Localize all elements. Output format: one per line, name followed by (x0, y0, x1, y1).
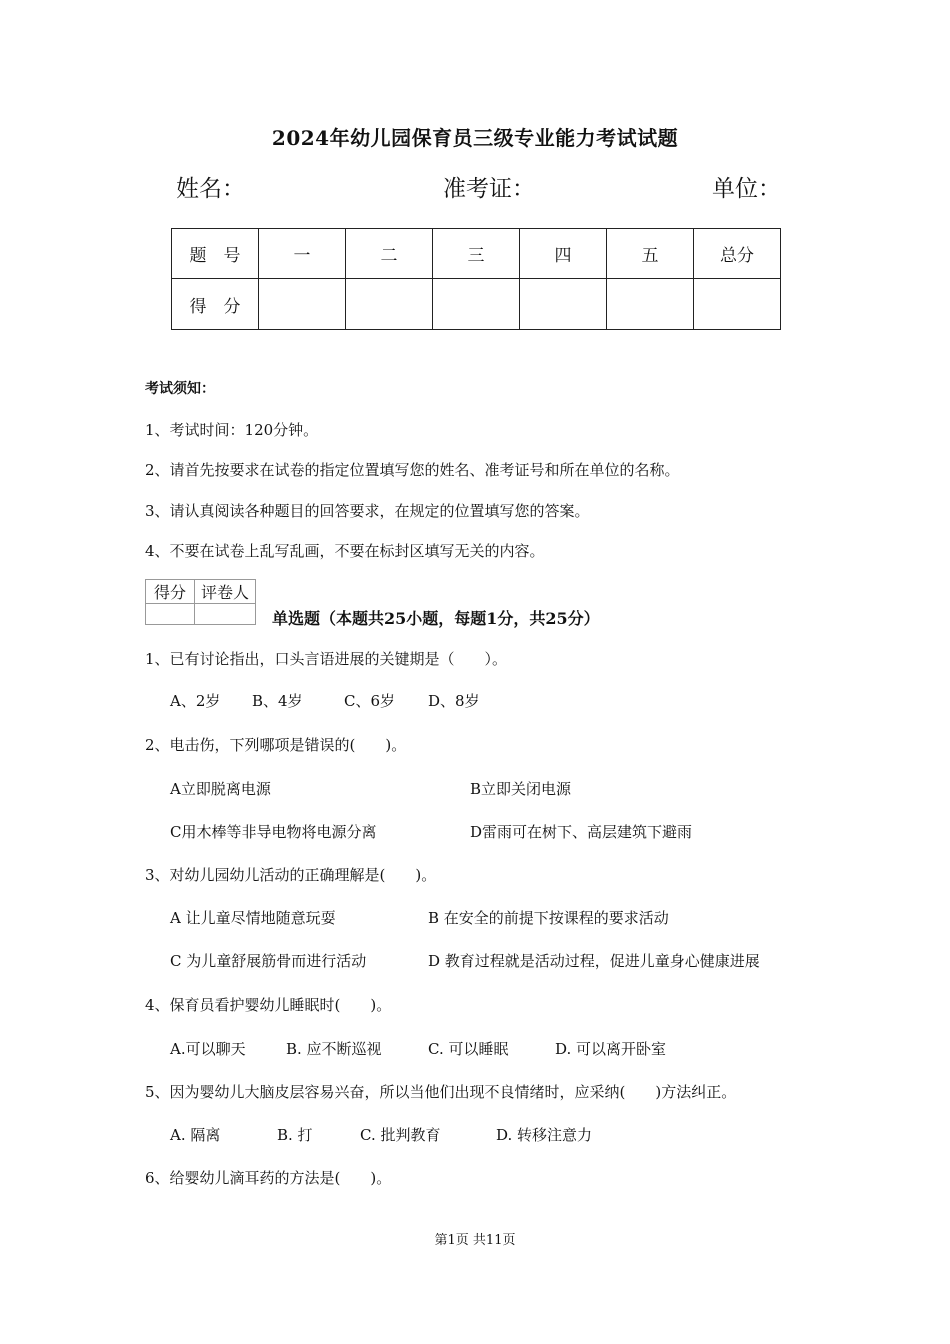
notice-item: 2、请首先按要求在试卷的指定位置填写您的姓名、准考证号和所在单位的名称。 (145, 461, 680, 479)
score-table-header-row (172, 229, 781, 279)
question-option: D 教育过程就是活动过程，促进儿童身心健康进展 (428, 952, 760, 970)
grader-score-cell[interactable] (146, 604, 195, 625)
unit-field-label: 单位： (712, 176, 781, 202)
score-input-cell[interactable] (694, 279, 781, 330)
question-option: D. 转移注意力 (496, 1126, 593, 1144)
question-stem: 1、已有讨论指出，口头言语进展的关键期是（ ）。 (145, 650, 508, 668)
name-field-label: 姓名： (176, 176, 245, 202)
question-stem: 5、因为婴幼儿大脑皮层容易兴奋，所以当他们出现不良情绪时，应采纳( )方法纠正。 (145, 1083, 737, 1101)
notice-item: 3、请认真阅读各种题目的回答要求，在规定的位置填写您的答案。 (145, 502, 590, 520)
grader-reviewer-cell[interactable] (195, 604, 256, 625)
question-option: A.可以聊天 (170, 1040, 246, 1058)
score-header-cell: 总分 (694, 229, 781, 279)
question-option: A. 隔离 (170, 1126, 221, 1144)
notice-item: 1、考试时间：120分钟。 (145, 421, 319, 439)
score-input-cell[interactable] (607, 279, 694, 330)
page-title: 2024年幼儿园保育员三级专业能力考试试题 (271, 126, 679, 150)
question-stem: 2、电击伤，下列哪项是错误的( )。 (145, 736, 407, 754)
question-option: B 在安全的前提下按课程的要求活动 (428, 909, 669, 927)
grader-box (145, 579, 256, 625)
exam-id-field-label: 准考证： (443, 176, 535, 202)
question-option: C. 批判教育 (360, 1126, 441, 1144)
question-option: A、2岁 (170, 692, 221, 710)
grader-score-label: 得分 (146, 580, 195, 604)
notice-heading: 考试须知： (145, 381, 215, 397)
page-footer: 第1页 共11页 (434, 1233, 516, 1248)
score-input-cell[interactable] (433, 279, 520, 330)
score-header-cell: 一 (259, 229, 346, 279)
question-option: D. 可以离开卧室 (555, 1040, 667, 1058)
question-option: B、4岁 (252, 692, 303, 710)
question-option: A立即脱离电源 (170, 780, 271, 798)
question-option: A 让儿童尽情地随意玩耍 (170, 909, 336, 927)
question-option: C. 可以睡眠 (428, 1040, 509, 1058)
score-table-score-row (172, 279, 781, 330)
question-option: B. 应不断巡视 (286, 1040, 382, 1058)
question-option: C用木棒等非导电物将电源分离 (170, 823, 377, 841)
question-option: C、6岁 (344, 692, 396, 710)
question-option: B立即关闭电源 (470, 780, 572, 798)
score-row-label: 得 分 (172, 279, 259, 330)
score-input-cell[interactable] (259, 279, 346, 330)
score-input-cell[interactable] (346, 279, 433, 330)
notice-item: 4、不要在试卷上乱写乱画，不要在标封区填写无关的内容。 (145, 542, 545, 560)
score-input-cell[interactable] (520, 279, 607, 330)
score-header-cell: 四 (520, 229, 607, 279)
score-table (171, 228, 781, 330)
question-option: D雷雨可在树下、高层建筑下避雨 (470, 823, 693, 841)
question-stem: 6、给婴幼儿滴耳药的方法是( )。 (145, 1169, 392, 1187)
section-title: 单选题（本题共25小题，每题1分，共25分） (272, 609, 600, 628)
score-header-cell: 五 (607, 229, 694, 279)
question-stem: 4、保育员看护婴幼儿睡眠时( )。 (145, 996, 392, 1014)
question-option: B. 打 (277, 1126, 313, 1144)
score-header-cell: 二 (346, 229, 433, 279)
question-option: C 为儿童舒展筋骨而进行活动 (170, 952, 367, 970)
grader-reviewer-label: 评卷人 (195, 580, 256, 604)
score-header-cell: 题 号 (172, 229, 259, 279)
question-stem: 3、对幼儿园幼儿活动的正确理解是( )。 (145, 866, 437, 884)
score-header-cell: 三 (433, 229, 520, 279)
question-option: D、8岁 (428, 692, 480, 710)
